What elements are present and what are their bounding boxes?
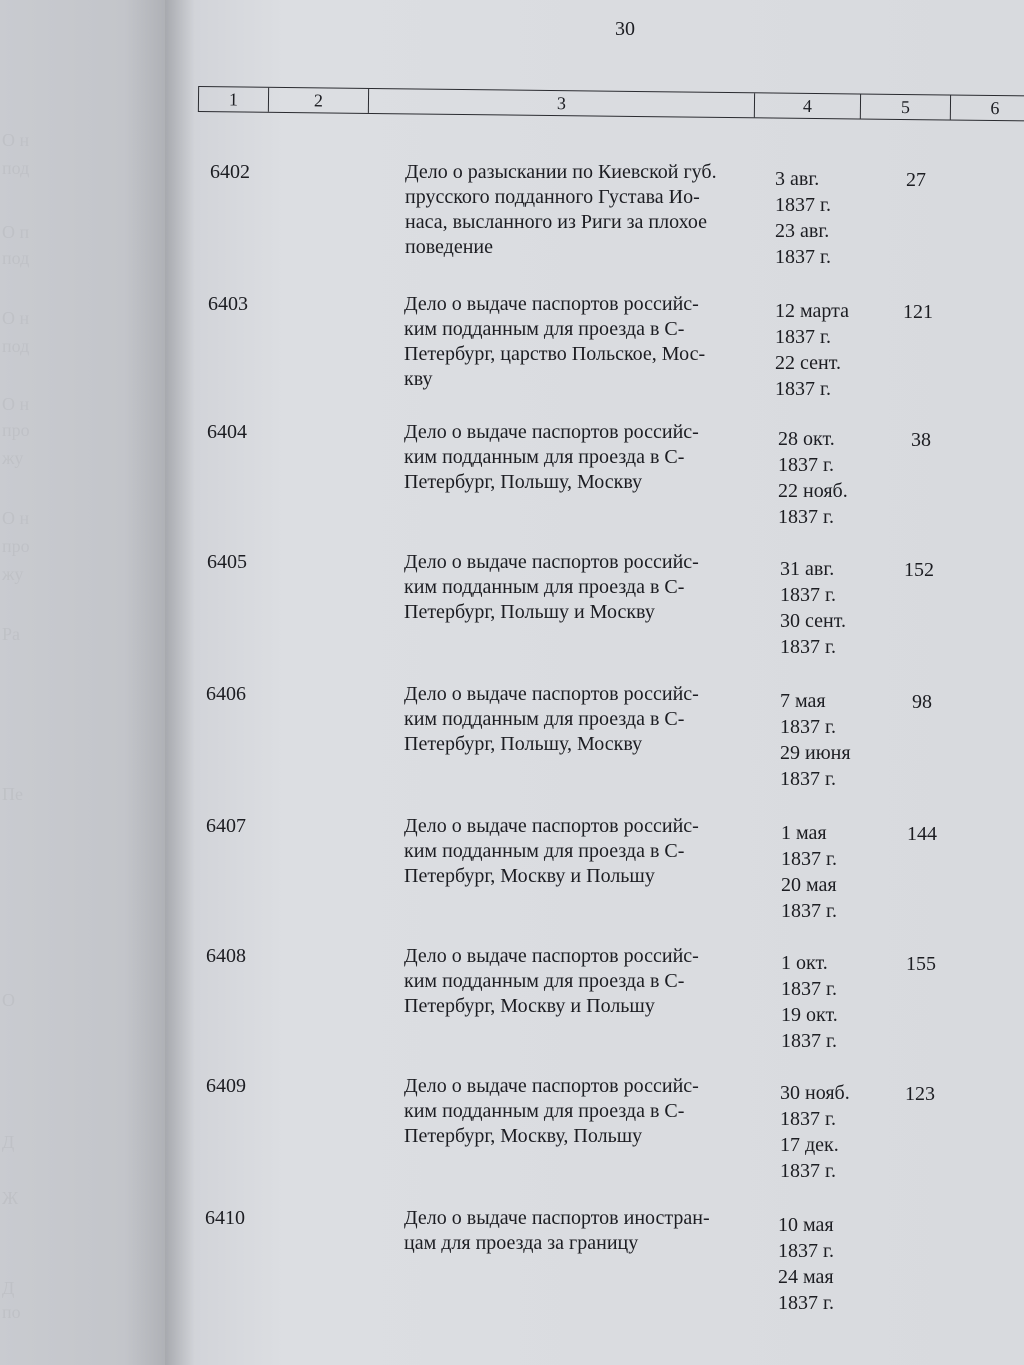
left-page-text-fragment: Д	[2, 1132, 15, 1152]
record-sheet-count: 38	[911, 429, 931, 451]
record-dates	[781, 820, 881, 924]
record-sheet-count: 152	[904, 559, 934, 581]
record-title	[405, 160, 760, 260]
record-title-line: ким подданным для проезда в С-	[404, 446, 685, 468]
record-dates	[780, 556, 880, 660]
record-date-line: 1837 г.	[778, 454, 834, 476]
record-title	[404, 682, 759, 757]
record-date-line: 30 нояб.	[780, 1082, 850, 1104]
record-date-line: 1 окт.	[781, 952, 828, 974]
record-title-line: Дело о выдаче паспортов российс-	[404, 945, 699, 967]
record-sheet-count: 155	[906, 953, 936, 975]
record-title	[404, 944, 759, 1019]
record-number: 6409	[206, 1075, 246, 1097]
column-header-4: 4	[755, 93, 861, 118]
record-date-line: 3 авг.	[775, 168, 820, 190]
left-page-text-fragment: про	[2, 536, 30, 556]
record-title-line: ким подданным для проезда в С-	[404, 840, 685, 862]
record-title-line: Дело о выдаче паспортов российс-	[404, 293, 699, 315]
record-dates	[780, 688, 880, 792]
record-date-line: 24 мая	[778, 1266, 834, 1288]
column-header-6: 6	[990, 97, 1000, 119]
record-date-line: 1837 г.	[781, 978, 837, 1000]
record-title-line: Петербург, Москву и Польшу	[404, 865, 655, 887]
record-date-line: 1 мая	[781, 822, 827, 844]
record-title-line: наса, высланного из Риги за плохое	[405, 211, 707, 233]
record-date-line: 12 марта	[775, 300, 849, 322]
record-date-line: 1837 г.	[780, 584, 836, 606]
record-title-line: ким подданным для проезда в С-	[404, 708, 685, 730]
left-page-text-fragment: Д	[2, 1278, 15, 1298]
record-title-line: Дело о выдаче паспортов российс-	[404, 421, 699, 443]
record-title-line: цам для проезда за границу	[404, 1232, 639, 1254]
record-date-line: 1837 г.	[775, 246, 831, 268]
record-dates	[775, 298, 875, 402]
left-page-text-fragment: Ра	[2, 624, 20, 644]
record-title-line: прусского подданного Густава Ио-	[405, 186, 700, 208]
page-number: 30	[615, 18, 635, 40]
column-header-3: 3	[369, 89, 755, 117]
record-date-line: 23 авг.	[775, 220, 830, 242]
record-title	[404, 420, 759, 495]
left-page-text-fragment: про	[2, 420, 30, 440]
record-dates	[780, 1080, 880, 1184]
record-date-line: 30 сент.	[780, 610, 846, 632]
record-title-line: Петербург, Польшу и Москву	[404, 601, 655, 623]
record-dates	[778, 426, 878, 530]
record-date-line: 1837 г.	[781, 1030, 837, 1052]
record-date-line: 1837 г.	[780, 716, 836, 738]
left-page-text-fragment: под	[2, 248, 30, 268]
record-title	[404, 292, 759, 392]
record-date-line: 1837 г.	[778, 1292, 834, 1314]
record-number: 6407	[206, 815, 246, 837]
column-header-5: 5	[861, 95, 951, 120]
record-sheet-count: 27	[906, 169, 926, 191]
record-date-line: 1837 г.	[780, 1108, 836, 1130]
record-sheet-count: 121	[903, 301, 933, 323]
record-number: 6408	[206, 945, 246, 967]
record-title-line: Петербург, Москву, Польшу	[404, 1125, 643, 1147]
record-dates	[778, 1212, 878, 1316]
record-sheet-count: 98	[912, 691, 932, 713]
left-page-text-fragment: О н	[2, 130, 30, 150]
record-date-line: 1837 г.	[781, 848, 837, 870]
record-title-line: Петербург, Польшу, Москву	[404, 471, 643, 493]
left-page-text-fragment: О н	[2, 508, 30, 528]
record-date-line: 22 сент.	[775, 352, 841, 374]
record-date-line: 22 нояб.	[778, 480, 848, 502]
record-date-line: 1837 г.	[778, 506, 834, 528]
record-title	[404, 550, 759, 625]
record-title-line: Дело о выдаче паспортов иностран-	[404, 1207, 710, 1229]
record-title-line: ким подданным для проезда в С-	[404, 1100, 685, 1122]
column-header-2: 2	[269, 88, 369, 113]
record-title-line: Дело о выдаче паспортов российс-	[404, 551, 699, 573]
record-title-line: поведение	[405, 236, 493, 258]
record-date-line: 10 мая	[778, 1214, 834, 1236]
record-title-line: Дело о разыскании по Киевской губ.	[405, 161, 717, 183]
record-title	[404, 814, 759, 889]
record-date-line: 31 авг.	[780, 558, 835, 580]
record-title-line: Дело о выдаче паспортов российс-	[404, 815, 699, 837]
record-date-line: 20 мая	[781, 874, 837, 896]
record-title	[404, 1074, 759, 1149]
left-page-text-fragment: жу	[2, 448, 24, 468]
record-title-line: Петербург, Москву и Польшу	[404, 995, 655, 1017]
left-page-text-fragment: Ж	[2, 1188, 19, 1208]
left-page-text-fragment: О н	[2, 394, 30, 414]
record-number: 6403	[208, 293, 248, 315]
left-page-text-fragment: жу	[2, 564, 24, 584]
record-title	[404, 1206, 759, 1256]
column-header-1: 1	[199, 87, 269, 112]
record-title-line: Петербург, царство Польское, Мос-	[404, 343, 706, 365]
record-sheet-count: 123	[905, 1083, 935, 1105]
record-date-line: 1837 г.	[780, 636, 836, 658]
record-title-line: Дело о выдаче паспортов российс-	[404, 1075, 699, 1097]
record-title-line: ким подданным для проезда в С-	[404, 576, 685, 598]
record-date-line: 17 дек.	[780, 1134, 839, 1156]
record-number: 6405	[207, 551, 247, 573]
record-number: 6406	[206, 683, 246, 705]
left-page-text-fragment: О п	[2, 222, 30, 242]
record-title-line: Петербург, Польшу, Москву	[404, 733, 643, 755]
record-date-line: 19 окт.	[781, 1004, 838, 1026]
record-date-line: 1837 г.	[780, 1160, 836, 1182]
record-date-line: 1837 г.	[775, 378, 831, 400]
record-date-line: 1837 г.	[775, 194, 831, 216]
left-page-text-fragment: О	[2, 990, 15, 1010]
record-date-line: 28 окт.	[778, 428, 835, 450]
record-number: 6404	[207, 421, 247, 443]
record-number: 6402	[210, 161, 250, 183]
record-date-line: 1837 г.	[775, 326, 831, 348]
left-page-text-fragment: по	[2, 1302, 21, 1322]
left-page-text-fragment: под	[2, 336, 30, 356]
record-date-line: 1837 г.	[780, 768, 836, 790]
left-page	[0, 0, 178, 1365]
left-page-text-fragment: О н	[2, 308, 30, 328]
record-title-line: Дело о выдаче паспортов российс-	[404, 683, 699, 705]
record-date-line: 7 мая	[780, 690, 826, 712]
left-page-text-fragment: под	[2, 158, 30, 178]
record-sheet-count: 144	[907, 823, 937, 845]
record-dates	[781, 950, 881, 1054]
record-title-line: ким подданным для проезда в С-	[404, 318, 685, 340]
record-title-line: ким подданным для проезда в С-	[404, 970, 685, 992]
record-number: 6410	[205, 1207, 245, 1229]
left-page-text-fragment: Пе	[2, 784, 23, 804]
record-dates	[775, 166, 875, 270]
record-date-line: 29 июня	[780, 742, 851, 764]
record-title-line: кву	[404, 368, 433, 390]
record-date-line: 1837 г.	[778, 1240, 834, 1262]
record-date-line: 1837 г.	[781, 900, 837, 922]
